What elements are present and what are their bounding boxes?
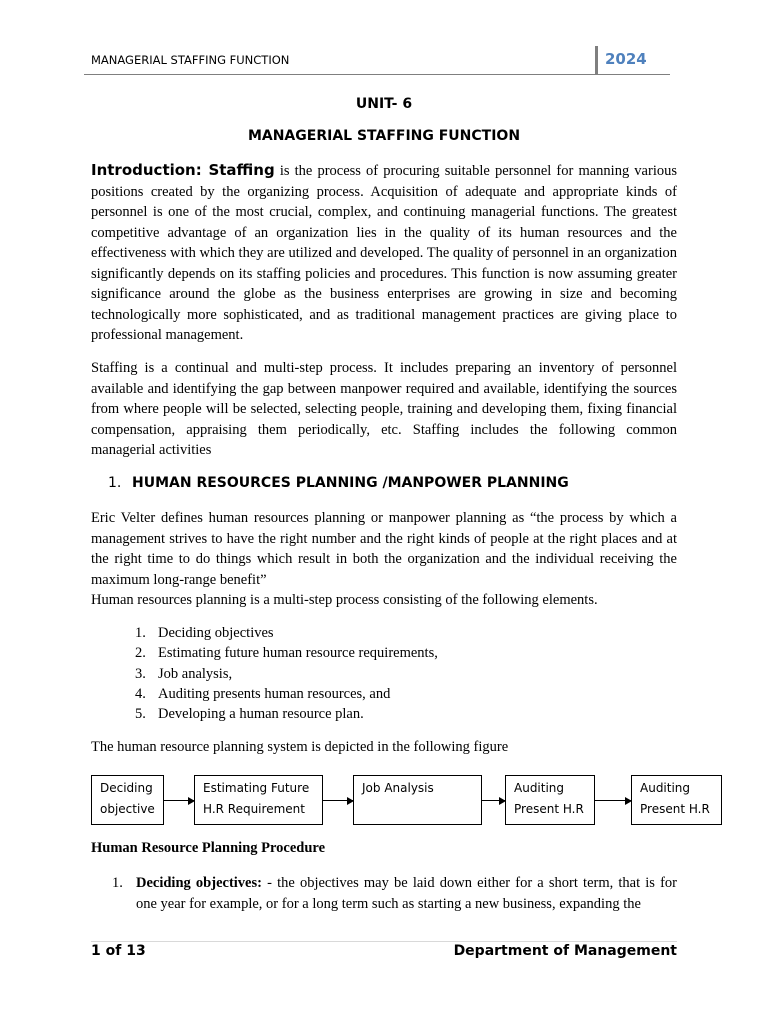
procedure-item-label: Deciding objectives: [136,875,262,891]
header-divider [595,46,598,75]
definition-paragraph: Eric Velter defines human resources planning or manpower planning as “the process by which a management strives to have the right number and the right kinds of people at the right places and at the right time to do things which result in both the organization and the individual receiving the maximum long-range benefit” [91,510,677,588]
section-number: 1. [108,475,122,491]
list-item: 3. Job analysis, [135,665,233,682]
header-rule [84,74,670,75]
flow-arrow [595,800,631,801]
section-title: HUMAN RESOURCES PLANNING /MANPOWER PLANNING [132,475,569,491]
flow-box-auditing-present-final: Auditing Present H.R [631,775,722,825]
footer-rule [91,941,677,942]
list-item: 4. Auditing presents human resources, and [135,685,391,702]
page-number: 1 of 13 [91,943,146,959]
procedure-item-text: - the objectives may be laid down either for a short term, that is for one year for example, or for a long term such as starting a new business, expanding the [136,875,678,912]
section-heading-hr-planning [108,475,569,491]
intro-paragraph [91,160,677,346]
flow-arrow [323,800,353,801]
list-item: 1. Deciding objectives [135,625,274,641]
figure-intro: The human resource planning system is depicted in the following figure [91,739,509,755]
flow-box-auditing-present: Auditing Present H.R [505,775,595,825]
procedure-item [112,873,678,914]
list-item: 2. Estimating future human resource requirements, [135,645,438,662]
elements-list [135,623,438,724]
flow-arrow [482,800,505,801]
unit-title: UNIT- 6 [355,96,413,112]
list-item: 5. Developing a human resource plan. [135,706,364,723]
page-title: MANAGERIAL STAFFING FUNCTION [247,128,521,144]
procedure-item-number: 1. [112,875,123,891]
flow-box-estimating-future: Estimating Future H.R Requirement [194,775,323,825]
flow-box-job-analysis: Job Analysis [353,775,482,825]
procedure-heading: Human Resource Planning Procedure [91,840,326,856]
running-header-title: MANAGERIAL STAFFING FUNCTION [91,53,290,67]
intro-text: is the process of procuring suitable personnel for manning various positions created by the organizing process. Acquisition of adequate and appropriate kinds of personnel is one of the most crucial, complex, and continuing managerial functions. The greatest competitive advantage of an organization lies in the quality of its human resources and the effectiveness with which they are utilized and developed. The quality of personnel in an organization significantly depends on its staffing policies and procedures. This function is now assuming greater significance around the globe as the business enterprises are growing in size and becoming technologically more sophisticated, and as traditional management practices are giving place to professional management. [91,163,677,343]
intro-lead: Introduction: Staffing [91,161,275,179]
flow-box-deciding-objective: Deciding objective [91,775,164,825]
staffing-paragraph: Staffing is a continual and multi-step process. It includes preparing an inventory of personnel available and identifying the gap between manpower required and available, identifying the sources from where people will be selected, selecting people, training and developing them, fixing financial compensation, appraising them periodically, etc. Staffing includes the following common managerial activities [91,360,677,458]
elements-intro-paragraph: Human resources planning is a multi-step process consisting of the following elements. [91,592,598,608]
footer-department: Department of Management [453,943,677,959]
flow-arrow [164,800,194,801]
running-header-year: 2024 [605,50,647,68]
